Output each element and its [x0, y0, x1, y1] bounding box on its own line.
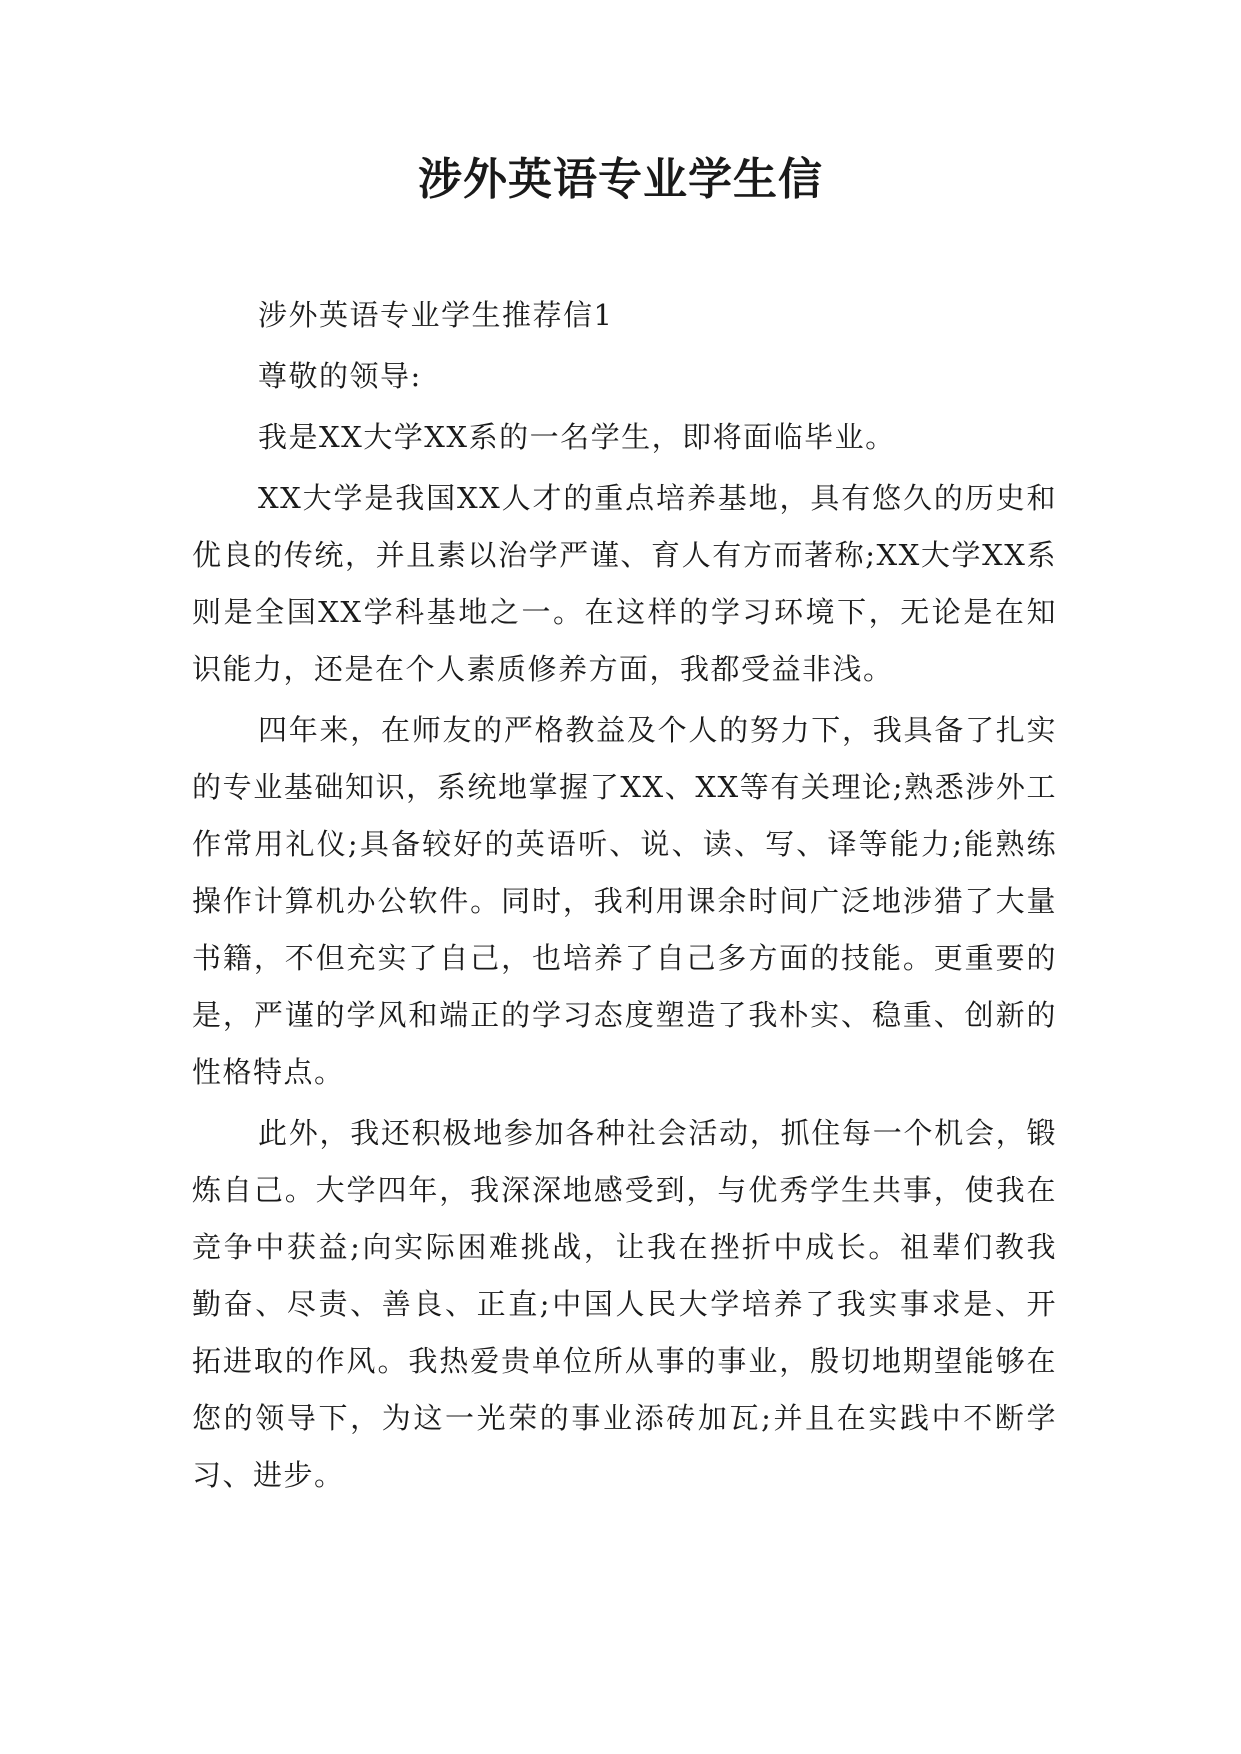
paragraph-salutation: 尊敬的领导:	[258, 359, 422, 393]
document-body	[192, 287, 1057, 1508]
document-title: 涉外英语专业学生信	[418, 154, 823, 205]
paragraph-skills: 四年来，在师友的严格教益及个人的努力下，我具备了扎实的专业基础知识，系统地掌握了XX、XX等有关理论;熟悉涉外工作常用礼仪;具备较好的英语听、说、读、写、译等能力;能熟练操作计算机办公软件。同时，我利用课余时间广泛地涉猎了大量书籍，不但充实了自己，也培养了自己多方面的技能。更重要的是，严谨的学风和端正的学习态度塑造了我朴实、稳重、创新的性格特点。	[192, 713, 1057, 1089]
paragraph-activities: 此外，我还积极地参加各种社会活动，抓住每一个机会，锻炼自己。大学四年，我深深地感受到，与优秀学生共事，使我在竞争中获益;向实际困难挑战，让我在挫折中成长。祖辈们教我勤奋、尽责、善良、正直;中国人民大学培养了我实事求是、开拓进取的作风。我热爱贵单位所从事的事业，殷切地期望能够在您的领导下，为这一光荣的事业添砖加瓦;并且在实践中不断学习、进步。	[192, 1116, 1057, 1492]
paragraph-heading: 涉外英语专业学生推荐信1	[258, 298, 614, 332]
paragraph-university: XX大学是我国XX人才的重点培养基地，具有悠久的历史和优良的传统，并且素以治学严谨、育人有方而著称;XX大学XX系则是全国XX学科基地之一。在这样的学习环境下，无论是在知识能力，还是在个人素质修养方面，我都受益非浅。	[192, 481, 1057, 686]
paragraph-intro: 我是XX大学XX系的一名学生，即将面临毕业。	[258, 420, 896, 454]
